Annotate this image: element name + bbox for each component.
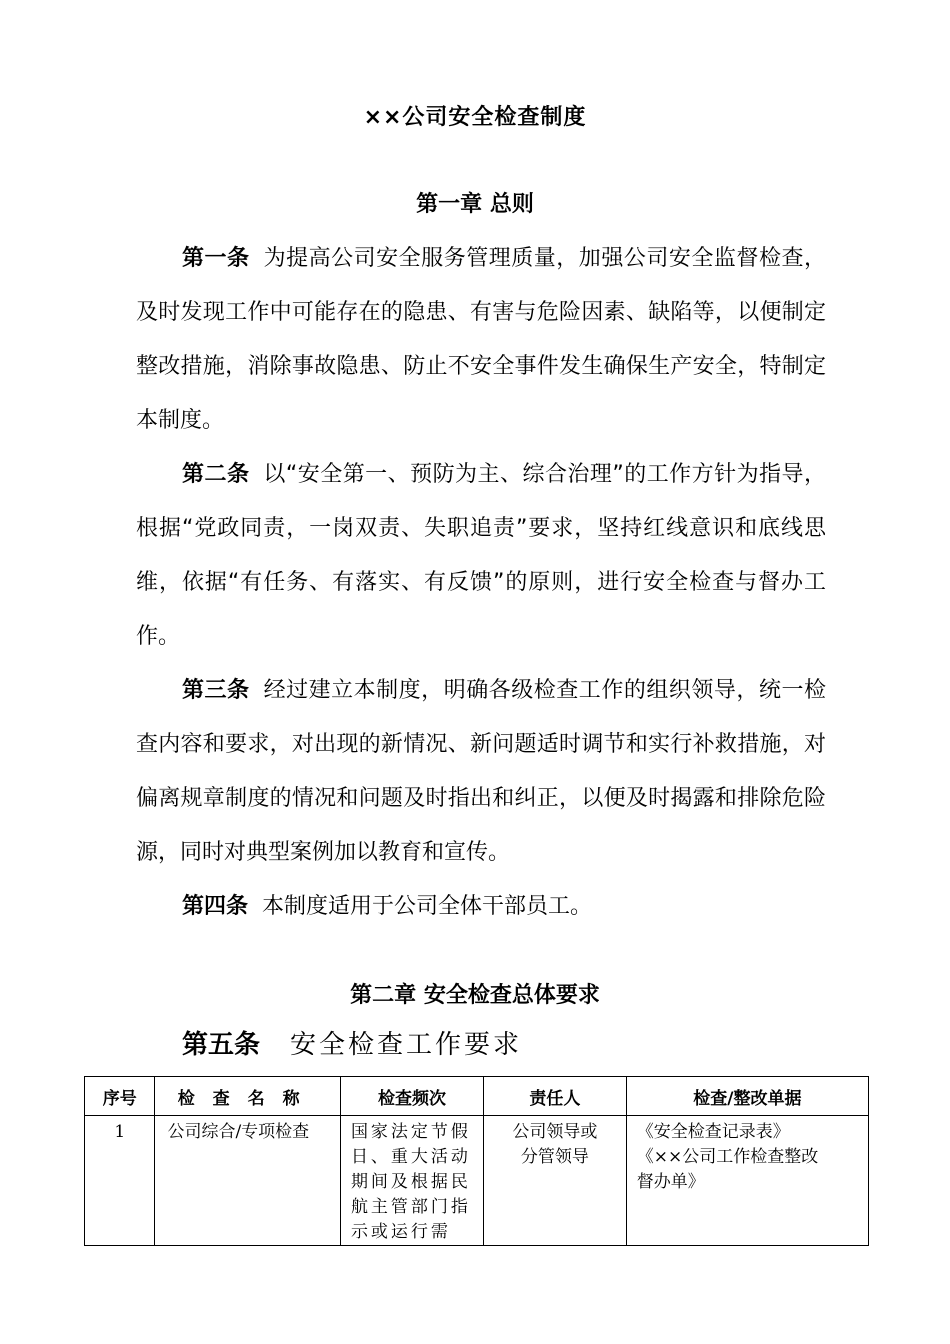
chapter-2-heading: 第二章 安全检查总体要求	[350, 983, 600, 1008]
article-2	[136, 448, 826, 664]
frequency-line: 日、重大活动	[350, 1147, 471, 1167]
inspection-table	[84, 1076, 869, 1246]
document-line: 督办单》	[636, 1172, 705, 1192]
cell-documents	[626, 1116, 868, 1246]
article-1-label: 第一条	[182, 246, 250, 271]
cell-name: 公司综合/专项检查	[155, 1116, 340, 1246]
cell-seq: 1	[85, 1116, 155, 1246]
article-1-text: 为提高公司安全服务管理质量，加强公司安全监督检查，及时发现工作中可能存在的隐患、有害与危险因素、缺陷等，以便制定整改措施，消除事故隐患、防止不安全事件发生确保生产安全，特制定本制度。	[136, 246, 826, 433]
table-row	[85, 1116, 869, 1246]
document-line: 《××公司工作检查整改	[636, 1147, 819, 1167]
article-2-label: 第二条	[182, 462, 250, 487]
chapter-1-heading: 第一章 总则	[416, 192, 534, 217]
header-responsible: 责任人	[484, 1077, 627, 1116]
frequency-line: 期间及根据民	[350, 1172, 471, 1192]
article-4-text: 本制度适用于公司全体干部员工。	[262, 894, 593, 919]
frequency-line: 国家法定节假	[350, 1122, 471, 1142]
responsible-line: 公司领导或	[512, 1122, 598, 1142]
article-5-label: 第五条	[182, 1030, 261, 1060]
article-4-label: 第四条	[182, 894, 249, 919]
document-title: ××公司安全检查制度	[363, 105, 587, 130]
article-1	[136, 232, 826, 448]
frequency-line: 航主管部门指	[350, 1197, 471, 1217]
cell-frequency	[340, 1116, 483, 1246]
article-5	[182, 1024, 522, 1061]
document-line: 《安全检查记录表》	[636, 1122, 790, 1142]
article-4	[136, 880, 826, 934]
cell-responsible	[484, 1116, 627, 1246]
header-name: 检查名称	[155, 1077, 340, 1116]
article-5-title: 安全检查工作要求	[290, 1030, 523, 1060]
article-3-text: 经过建立本制度，明确各级检查工作的组织领导，统一检查内容和要求，对出现的新情况、新问题适时调节和实行补救措施，对偏离规章制度的情况和问题及时指出和纠正，以便及时揭露和排除危险源，同时对典型案例加以教育和宣传。	[136, 678, 826, 865]
header-seq: 序号	[85, 1077, 155, 1116]
frequency-line: 示或运行需	[350, 1222, 451, 1242]
table-header-row	[85, 1077, 869, 1116]
responsible-line: 分管领导	[520, 1147, 589, 1167]
article-3-label: 第三条	[182, 678, 250, 703]
article-2-text: 以“安全第一、预防为主、综合治理”的工作方针为指导，根据“党政同责，一岗双责、失职追责”要求，坚持红线意识和底线思维，依据“有任务、有落实、有反馈”的原则，进行安全检查与督办工作。	[136, 462, 826, 649]
header-frequency: 检查频次	[340, 1077, 483, 1116]
header-documents: 检查/整改单据	[626, 1077, 868, 1116]
article-3	[136, 664, 826, 880]
